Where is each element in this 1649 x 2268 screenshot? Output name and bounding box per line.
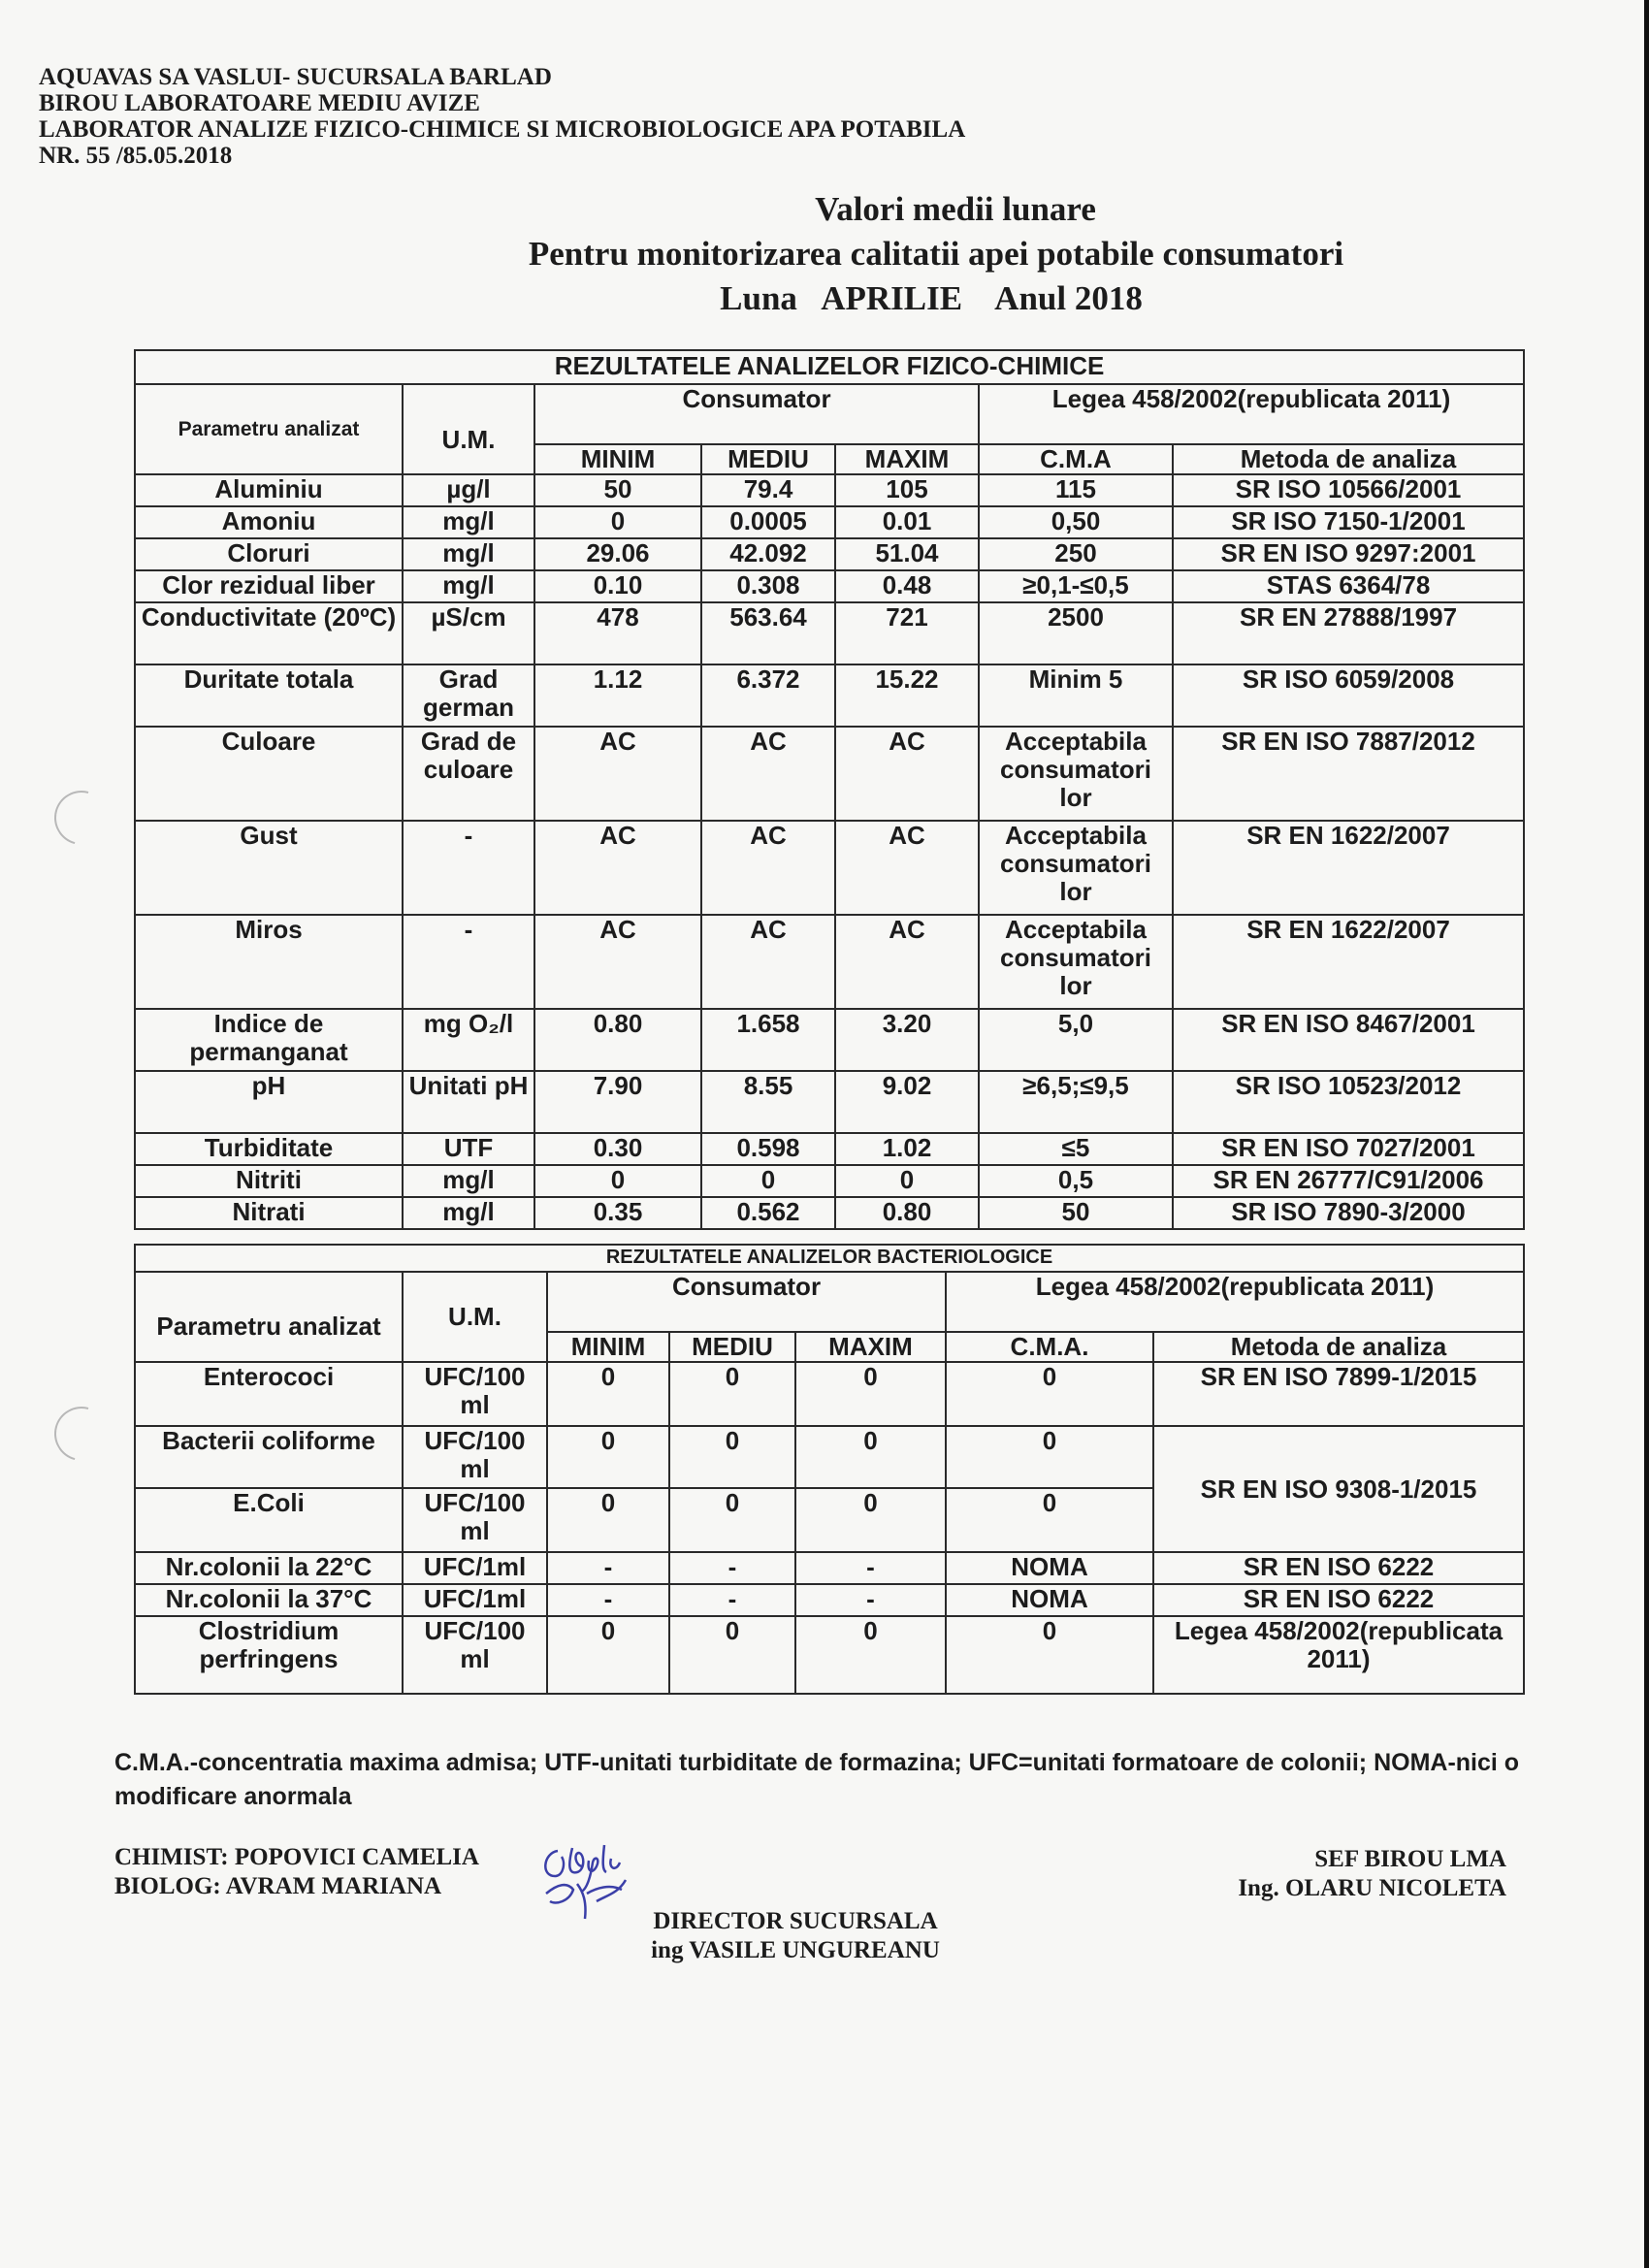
cell-um: µS/cm <box>403 602 534 664</box>
maxim-header: MAXIM <box>835 444 979 474</box>
cell-um: µg/l <box>403 474 534 506</box>
table-row <box>135 664 1524 727</box>
cell-min: 0 <box>547 1362 669 1426</box>
cell-param: Bacterii coliforme <box>135 1426 403 1488</box>
cell-max: AC <box>835 915 979 1009</box>
cell-met: SR EN ISO 7027/2001 <box>1173 1133 1524 1165</box>
cell-um: UFC/100 ml <box>403 1362 547 1426</box>
head-of-office-name: Ing. OLARU NICOLETA <box>1238 1875 1506 1901</box>
cell-cma: 0 <box>946 1362 1153 1426</box>
table-row <box>135 1197 1524 1229</box>
table-row <box>135 1584 1524 1616</box>
um-header: U.M. <box>403 384 534 474</box>
um-header: U.M. <box>403 1272 547 1362</box>
cell-met: SR EN ISO 6222 <box>1153 1552 1524 1584</box>
table-row <box>135 506 1524 538</box>
cell-min: 0.10 <box>534 570 701 602</box>
lege-header: Legea 458/2002(republicata 2011) <box>946 1272 1524 1332</box>
cell-cma: 0 <box>946 1616 1153 1694</box>
cell-um: mg/l <box>403 538 534 570</box>
punch-hole-mark <box>45 781 118 855</box>
table-row <box>135 1362 1524 1426</box>
cell-param: Turbiditate <box>135 1133 403 1165</box>
cell-met: STAS 6364/78 <box>1173 570 1524 602</box>
cell-max: 0 <box>795 1362 946 1426</box>
metoda-header: Metoda de analiza <box>1153 1332 1524 1362</box>
cell-cma: NOMA <box>946 1552 1153 1584</box>
document-number: NR. 55 /85.05.2018 <box>39 143 233 169</box>
cell-param: Conductivitate (20ºC) <box>135 602 403 664</box>
head-of-office-title: SEF BIROU LMA <box>1314 1846 1506 1872</box>
cell-max: 0.48 <box>835 570 979 602</box>
cell-max: - <box>795 1552 946 1584</box>
cell-med: 0.0005 <box>701 506 835 538</box>
title-line: Valori medii lunare <box>815 190 1096 228</box>
mediu-header: MEDIU <box>701 444 835 474</box>
document-header <box>39 64 965 169</box>
lab-signatories <box>114 1843 479 1901</box>
cell-param: Indice de permanganat <box>135 1009 403 1071</box>
cell-max: 0.80 <box>835 1197 979 1229</box>
abbreviations-footnote: C.M.A.-concentratia maxima admisa; UTF-unitati turbiditate de formazina; UFC=unitati formatoare de colonii; NOMA-nici o modificare anormala <box>114 1749 1520 1810</box>
param-header: Parametru analizat <box>135 384 403 474</box>
cell-um: UFC/100 ml <box>403 1616 547 1694</box>
cell-shared-method: SR EN ISO 9308-1/2015 <box>1153 1426 1524 1552</box>
table-row <box>135 602 1524 664</box>
punch-hole-mark <box>45 1397 118 1471</box>
cell-med: 0 <box>669 1488 795 1552</box>
cell-med: 1.658 <box>701 1009 835 1071</box>
cell-param: pH <box>135 1071 403 1133</box>
cell-cma: Acceptabila consumatori lor <box>979 727 1173 821</box>
period-line: Luna APRILIE Anul 2018 <box>720 279 1143 317</box>
table-row <box>135 1071 1524 1133</box>
cell-cma: 250 <box>979 538 1173 570</box>
cell-um: UFC/1ml <box>403 1552 547 1584</box>
cell-min: - <box>547 1584 669 1616</box>
cell-um: UFC/100 ml <box>403 1426 547 1488</box>
cell-min: 0.80 <box>534 1009 701 1071</box>
metoda-header: Metoda de analiza <box>1173 444 1524 474</box>
cell-met: SR EN ISO 7887/2012 <box>1173 727 1524 821</box>
cell-min: 7.90 <box>534 1071 701 1133</box>
cell-max: 0 <box>795 1426 946 1488</box>
cell-param: Amoniu <box>135 506 403 538</box>
cell-max: 3.20 <box>835 1009 979 1071</box>
minim-header: MINIM <box>547 1332 669 1362</box>
cell-max: 15.22 <box>835 664 979 727</box>
cell-met: SR EN ISO 8467/2001 <box>1173 1009 1524 1071</box>
cell-met: SR ISO 7890-3/2000 <box>1173 1197 1524 1229</box>
cell-um: mg/l <box>403 1197 534 1229</box>
cell-max: 0 <box>835 1165 979 1197</box>
cell-cma: 2500 <box>979 602 1173 664</box>
document-title-block <box>0 187 1649 321</box>
cell-param: E.Coli <box>135 1488 403 1552</box>
table-row <box>135 727 1524 821</box>
cell-min: 0 <box>547 1488 669 1552</box>
cell-min: AC <box>534 727 701 821</box>
cell-med: 8.55 <box>701 1071 835 1133</box>
table-row <box>135 821 1524 915</box>
cell-min: 29.06 <box>534 538 701 570</box>
section-title: REZULTATELE ANALIZELOR FIZICO-CHIMICE <box>135 350 1524 384</box>
cell-med: 42.092 <box>701 538 835 570</box>
biologist-signatory: BIOLOG: AVRAM MARIANA <box>114 1873 442 1899</box>
cell-max: AC <box>835 821 979 915</box>
cell-cma: 50 <box>979 1197 1173 1229</box>
cell-param: Clostridium perfringens <box>135 1616 403 1694</box>
cell-um: UFC/100 ml <box>403 1488 547 1552</box>
table-row <box>135 1133 1524 1165</box>
cell-cma: Minim 5 <box>979 664 1173 727</box>
cell-met: SR EN ISO 7899-1/2015 <box>1153 1362 1524 1426</box>
cell-um: - <box>403 821 534 915</box>
cell-min: AC <box>534 915 701 1009</box>
scan-edge <box>1644 0 1649 2268</box>
cell-cma: Acceptabila consumatori lor <box>979 821 1173 915</box>
subtitle-line: Pentru monitorizarea calitatii apei potabile consumatori <box>528 235 1344 273</box>
maxim-header: MAXIM <box>795 1332 946 1362</box>
cell-med: AC <box>701 821 835 915</box>
cell-max: - <box>795 1584 946 1616</box>
cell-met: SR ISO 10566/2001 <box>1173 474 1524 506</box>
cell-um: UTF <box>403 1133 534 1165</box>
cell-min: 0 <box>547 1616 669 1694</box>
cell-param: Culoare <box>135 727 403 821</box>
cell-cma: Acceptabila consumatori lor <box>979 915 1173 1009</box>
head-of-office-signatory <box>1238 1845 1506 1903</box>
department-line: BIROU LABORATOARE MEDIU AVIZE <box>39 90 480 116</box>
cell-med: AC <box>701 915 835 1009</box>
param-header: Parametru analizat <box>135 1272 403 1362</box>
cell-met: SR EN ISO 9297:2001 <box>1173 538 1524 570</box>
cell-met: SR EN 26777/C91/2006 <box>1173 1165 1524 1197</box>
cell-med: 0 <box>669 1426 795 1488</box>
cell-cma: 5,0 <box>979 1009 1173 1071</box>
cell-max: 9.02 <box>835 1071 979 1133</box>
table-row <box>135 474 1524 506</box>
cell-met: SR ISO 7150-1/2001 <box>1173 506 1524 538</box>
cell-param: Nitriti <box>135 1165 403 1197</box>
cell-um: UFC/1ml <box>403 1584 547 1616</box>
cell-med: 79.4 <box>701 474 835 506</box>
cell-med: - <box>669 1584 795 1616</box>
director-title: DIRECTOR SUCURSALA <box>653 1908 938 1934</box>
cell-met: Legea 458/2002(republicata 2011) <box>1153 1616 1524 1694</box>
physico-chemical-results-table <box>134 349 1525 1230</box>
cell-param: Miros <box>135 915 403 1009</box>
cell-max: 721 <box>835 602 979 664</box>
table-row <box>135 1616 1524 1694</box>
cell-um: mg/l <box>403 570 534 602</box>
cell-cma: 0 <box>946 1488 1153 1552</box>
cell-min: 50 <box>534 474 701 506</box>
cell-param: Gust <box>135 821 403 915</box>
cell-max: 1.02 <box>835 1133 979 1165</box>
cell-min: AC <box>534 821 701 915</box>
bacteriological-results-table <box>134 1244 1525 1695</box>
cell-met: SR ISO 10523/2012 <box>1173 1071 1524 1133</box>
laboratory-line: LABORATOR ANALIZE FIZICO-CHIMICE SI MICROBIOLOGICE APA POTABILA <box>39 116 966 143</box>
director-name: ing VASILE UNGUREANU <box>651 1937 940 1963</box>
cell-met: SR EN 27888/1997 <box>1173 602 1524 664</box>
cell-cma: NOMA <box>946 1584 1153 1616</box>
cell-um: Unitati pH <box>403 1071 534 1133</box>
lege-header: Legea 458/2002(republicata 2011) <box>979 384 1524 444</box>
cell-um: Grad de culoare <box>403 727 534 821</box>
cell-min: 0.30 <box>534 1133 701 1165</box>
cell-min: - <box>547 1552 669 1584</box>
cell-um: mg/l <box>403 1165 534 1197</box>
cell-param: Nr.colonii la 37°C <box>135 1584 403 1616</box>
table-row <box>135 1426 1524 1488</box>
cell-med: - <box>669 1552 795 1584</box>
cell-med: 6.372 <box>701 664 835 727</box>
cell-param: Cloruri <box>135 538 403 570</box>
cell-met: SR EN 1622/2007 <box>1173 821 1524 915</box>
cell-cma: 0,5 <box>979 1165 1173 1197</box>
cell-param: Duritate totala <box>135 664 403 727</box>
table-row <box>135 538 1524 570</box>
cell-med: 0.562 <box>701 1197 835 1229</box>
company-line: AQUAVAS SA VASLUI- SUCURSALA BARLAD <box>39 64 552 90</box>
cell-med: AC <box>701 727 835 821</box>
cell-min: 478 <box>534 602 701 664</box>
cell-min: 0 <box>534 506 701 538</box>
cell-med: 0 <box>701 1165 835 1197</box>
cell-min: 0 <box>547 1426 669 1488</box>
cma-header: C.M.A <box>979 444 1173 474</box>
cell-med: 0.308 <box>701 570 835 602</box>
chemist-signatory: CHIMIST: POPOVICI CAMELIA <box>114 1844 479 1870</box>
cell-cma: 0 <box>946 1426 1153 1488</box>
table-row <box>135 1165 1524 1197</box>
cell-cma: 115 <box>979 474 1173 506</box>
cell-um: mg/l <box>403 506 534 538</box>
cell-max: AC <box>835 727 979 821</box>
cell-met: SR EN 1622/2007 <box>1173 915 1524 1009</box>
cell-cma: ≥0,1-≤0,5 <box>979 570 1173 602</box>
cell-max: 105 <box>835 474 979 506</box>
cell-min: 0 <box>534 1165 701 1197</box>
director-signatory <box>635 1907 955 1965</box>
cell-med: 0.598 <box>701 1133 835 1165</box>
cell-um: mg O₂/l <box>403 1009 534 1071</box>
cell-cma: ≥6,5;≤9,5 <box>979 1071 1173 1133</box>
cma-header: C.M.A. <box>946 1332 1153 1362</box>
table-row <box>135 570 1524 602</box>
cell-param: Aluminiu <box>135 474 403 506</box>
consumator-header: Consumator <box>547 1272 946 1332</box>
cell-met: SR ISO 6059/2008 <box>1173 664 1524 727</box>
cell-min: 1.12 <box>534 664 701 727</box>
cell-cma: 0,50 <box>979 506 1173 538</box>
table-row <box>135 1009 1524 1071</box>
cell-max: 0 <box>795 1488 946 1552</box>
cell-param: Nr.colonii la 22°C <box>135 1552 403 1584</box>
cell-met: SR EN ISO 6222 <box>1153 1584 1524 1616</box>
table-row <box>135 1552 1524 1584</box>
section-title: REZULTATELE ANALIZELOR BACTERIOLOGICE <box>135 1245 1524 1272</box>
minim-header: MINIM <box>534 444 701 474</box>
cell-med: 563.64 <box>701 602 835 664</box>
cell-um: - <box>403 915 534 1009</box>
consumator-header: Consumator <box>534 384 979 444</box>
cell-max: 0 <box>795 1616 946 1694</box>
table-row <box>135 915 1524 1009</box>
cell-max: 0.01 <box>835 506 979 538</box>
cell-param: Clor rezidual liber <box>135 570 403 602</box>
cell-min: 0.35 <box>534 1197 701 1229</box>
cell-max: 51.04 <box>835 538 979 570</box>
cell-cma: ≤5 <box>979 1133 1173 1165</box>
cell-param: Enterococi <box>135 1362 403 1426</box>
cell-param: Nitrati <box>135 1197 403 1229</box>
cell-um: Grad german <box>403 664 534 727</box>
mediu-header: MEDIU <box>669 1332 795 1362</box>
cell-med: 0 <box>669 1616 795 1694</box>
cell-med: 0 <box>669 1362 795 1426</box>
